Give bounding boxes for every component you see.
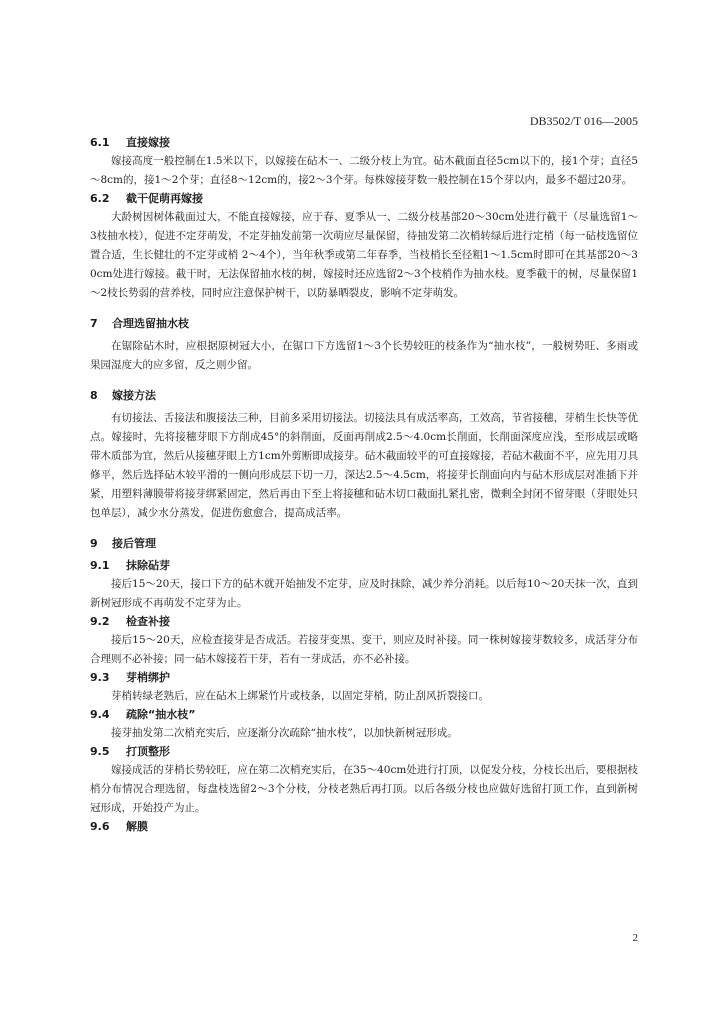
page-number: 2 (632, 932, 638, 944)
section-number: 9.2 (90, 615, 110, 628)
paragraph-9-3: 芽梢转绿老熟后，应在砧木上绑紧竹片或枝条，以固定芽梢，防止刮风折裂接口。 (111, 690, 489, 702)
section-title: 芽梢绑护 (126, 671, 170, 684)
section-number: 7 (90, 317, 98, 330)
section-number: 9.3 (90, 671, 110, 684)
section-title: 接后管理 (112, 537, 156, 550)
paragraph-6-2: 大龄树因树体截面过大，不能直接嫁接，应于春、夏季从一、二级分枝基部20～30cm处进行截干（尽量选留1～3枝抽水枝），促进不定芽萌发，不定芽抽发前第一次萌应尽量保留，待抽发第二次梢转绿后进行定梢（每一砧枝选留位置合适，生长健壮的不定芽或梢 2～4个），当年秋季或第二年春季，当枝梢长至径粗1～1.5cm时即可在其基部20～30cm处进行嫁接。截干时，无法保留抽水枝的树，嫁接时还应选留2～3个枝梢作为抽水枝。夏季截干的树，尽量保留1～2枝长势弱的营养枝，同时应注意保护树干，以防暴晒裂皮，影响不定芽萌发。 (90, 211, 638, 299)
paragraph-9-1: 接后15～20天，接口下方的砧木就开始抽发不定芽，应及时抹除，减少养分消耗。以后每10～20天抹一次，直到新树冠形成不再萌发不定芽为止。 (90, 578, 638, 609)
section-title: 疏除“抽水枝” (126, 708, 196, 721)
section-title: 合理选留抽水枝 (112, 317, 189, 330)
heading-6-1 (90, 134, 638, 152)
section-title: 解膜 (126, 820, 148, 833)
paragraph-8: 有切接法、舌接法和腹接法三种，目前多采用切接法。切接法具有成活率高，工效高，节省接穗，芽梢生长快等优点。嫁接时，先将接穗芽眼下方削成45°的斜削面，反面再削成2.5～4.0cm长削面，长削面深度应浅，至形成层或略带木质部为宜，然后从接穗芽眼上方1cm外剪断即成接芽。砧木截面较平的可直接嫁接，若砧木截面不平，应先用刀具修平，然后选择砧木较平滑的一侧向形成层下切一刀，深达2.5～4.5cm，将接芽长削面向内与砧木形成层对准插下并紧，用塑料薄膜带将接芽绑紧固定，然后再由下至上将接穗和砧木切口截面扎紧扎密，微剩全封闭不留芽眼（芽眼处只包单层），减少水分蒸发，促进伤愈愈合，提高成活率。 (90, 412, 638, 519)
page-content (90, 134, 638, 836)
section-number: 9.1 (90, 559, 110, 572)
heading-9-5 (90, 743, 638, 761)
heading-9 (90, 535, 638, 553)
paragraph-6-1: 嫁接高度一般控制在1.5米以下，以嫁接在砧木一、二级分枝上为宜。砧木截面直径5cm以下的，接1个芽；直径5～8cm的，接1～2个芽；直径8～12cm的，接2～3个芽。每株嫁接芽数一般控制在15个芽以内，最多不超过20芽。 (90, 155, 638, 186)
paragraph-9-4: 接芽抽发第二次梢充实后，应逐渐分次疏除“抽水枝”，以加快新树冠形成。 (111, 727, 458, 739)
section-title: 检查补接 (126, 615, 170, 628)
heading-9-2 (90, 613, 638, 631)
section-title: 嫁接方法 (112, 389, 156, 402)
section-title: 抹除砧芽 (126, 559, 170, 572)
standard-code: DB3502/T 016—2005 (529, 114, 638, 128)
paragraph-7: 在锯除砧木时，应根据原树冠大小，在锯口下方选留1～3个长势较旺的枝条作为“抽水枝”，一般树势旺、多雨或果园湿度大的应多留，反之则少留。 (90, 340, 638, 371)
paragraph-9-5: 嫁接成活的芽梢长势较旺，应在第二次梢充实后，在35～40cm处进行打顶，以促发分枝，分枝长出后，要根据枝梢分布情况合理选留，每盘枝选留2～3个分枝，分枝老熟后再打顶。以后各级分枝也应做好选留打顶工作，直到新树冠形成，开始投产为止。 (90, 764, 638, 814)
section-title: 直接嫁接 (126, 136, 170, 149)
section-number: 9.6 (90, 820, 110, 833)
heading-9-6 (90, 818, 638, 836)
heading-9-4 (90, 706, 638, 724)
paragraph-9-2: 接后15～20天，应检查接芽是否成活。若接芽变黑、变干，则应及时补接。同一株树嫁接芽数较多，成活芽分布合理则不必补接；同一砧木嫁接若干芽，若有一芽成活，亦不必补接。 (90, 634, 638, 665)
section-number: 6.2 (90, 192, 110, 205)
heading-9-1 (90, 557, 638, 575)
heading-8 (90, 387, 638, 405)
section-title: 截干促萌再嫁接 (126, 192, 203, 205)
section-number: 9 (90, 537, 98, 550)
section-number: 9.4 (90, 708, 110, 721)
heading-6-2 (90, 190, 638, 208)
section-number: 9.5 (90, 745, 110, 758)
heading-9-3 (90, 669, 638, 687)
section-title: 打顶整形 (126, 745, 170, 758)
section-number: 8 (90, 389, 98, 402)
section-number: 6.1 (90, 136, 110, 149)
heading-7 (90, 315, 638, 333)
